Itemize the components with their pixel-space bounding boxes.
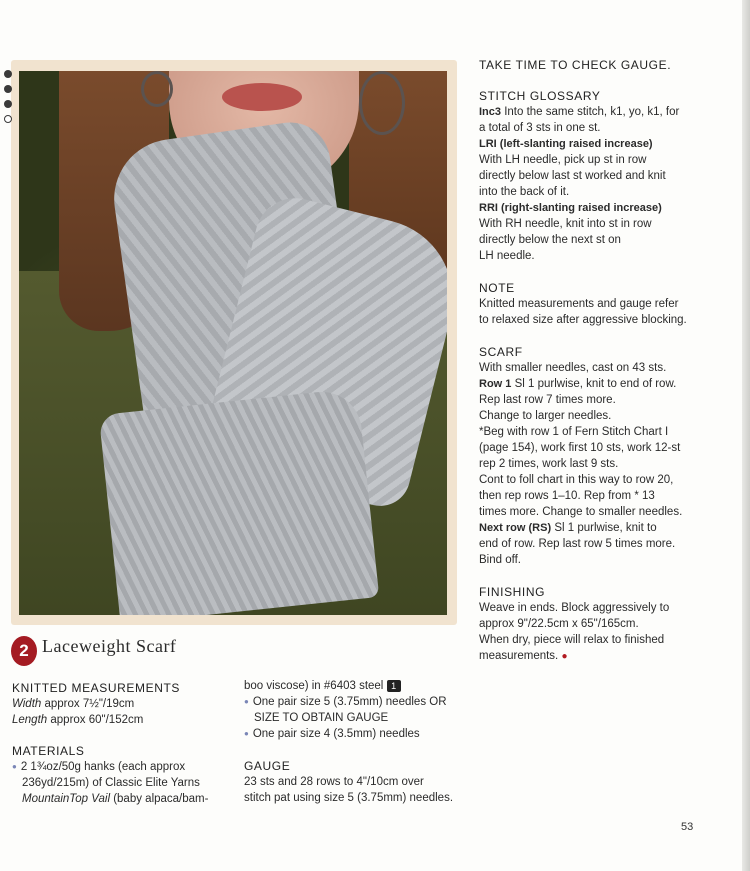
difficulty-dots bbox=[4, 70, 14, 130]
knitted-measurements-section bbox=[12, 680, 234, 728]
scarf-line12: end of row. Rep last row 5 times more. bbox=[479, 538, 676, 550]
row1-text: Sl 1 purlwise, knit to end of row. bbox=[511, 378, 677, 390]
scarf-photo bbox=[19, 71, 447, 615]
width-line bbox=[12, 696, 234, 712]
finishing-line4-wrap bbox=[479, 648, 729, 665]
yarn-name: MountainTop Vail bbox=[22, 793, 111, 805]
knitted-measurements-heading: KNITTED MEASUREMENTS bbox=[12, 681, 181, 695]
difficulty-dot-filled bbox=[4, 70, 12, 78]
pattern-title: Laceweight Scarf bbox=[42, 636, 177, 656]
width-value: approx 7½"/19cm bbox=[41, 698, 135, 710]
lri-line1: With LH needle, pick up st in row bbox=[479, 154, 647, 166]
note-section bbox=[479, 280, 729, 328]
scarf-line10: times more. Change to smaller needles. bbox=[479, 506, 683, 518]
lri-line2: directly below last st worked and knit bbox=[479, 170, 666, 182]
page-number: 53 bbox=[681, 821, 694, 833]
gauge-heading: GAUGE bbox=[244, 759, 291, 773]
note-line2: to relaxed size after aggressive blocking. bbox=[479, 314, 687, 326]
scarf-line7: rep 2 times, work last 9 sts. bbox=[479, 458, 619, 470]
scarf-next-row bbox=[479, 520, 729, 536]
needle2: ● One pair size 4 (3.5mm) needles bbox=[244, 726, 469, 742]
scarf-line9: then rep rows 1–10. Rep from * 13 bbox=[479, 490, 655, 502]
next-row-term: Next row (RS) bbox=[479, 522, 552, 534]
materials-yarn-line3 bbox=[12, 791, 234, 807]
scarf-line4: Change to larger needles. bbox=[479, 410, 612, 422]
difficulty-dot-empty bbox=[4, 115, 12, 123]
scarf-line5: *Beg with row 1 of Fern Stitch Chart I bbox=[479, 426, 669, 438]
gauge-section bbox=[244, 758, 474, 806]
rri-line1: With RH needle, knit into st in row bbox=[479, 218, 652, 230]
lri-term: LRI (left-slanting raised increase) bbox=[479, 138, 653, 150]
materials-yarn-line2: 236yd/215m) of Classic Elite Yarns bbox=[22, 777, 200, 789]
length-label: Length bbox=[12, 714, 48, 726]
stitch-glossary-heading: STITCH GLOSSARY bbox=[479, 89, 601, 103]
scarf-row1 bbox=[479, 376, 729, 392]
yarn-fiber: (baby alpaca/bam- bbox=[110, 793, 209, 805]
length-value: approx 60"/152cm bbox=[47, 714, 144, 726]
photo-earring-right bbox=[359, 71, 405, 135]
photo-lips bbox=[222, 83, 302, 111]
needle1-line2: SIZE TO OBTAIN GAUGE bbox=[254, 712, 389, 724]
length-line bbox=[12, 712, 234, 728]
yarn-weight-icon: 1 bbox=[387, 680, 401, 692]
finishing-heading: FINISHING bbox=[479, 585, 546, 599]
yarn-color: boo viscose) in #6403 steel bbox=[244, 680, 384, 692]
finishing-line3: When dry, piece will relax to finished bbox=[479, 634, 665, 646]
width-label: Width bbox=[12, 698, 42, 710]
needle1-line1: ● One pair size 5 (3.75mm) needles OR bbox=[244, 694, 469, 710]
scarf-line8: Cont to foll chart in this way to row 20, bbox=[479, 474, 674, 486]
instructions-column bbox=[479, 57, 729, 681]
rri-term: RRI (right-slanting raised increase) bbox=[479, 202, 662, 214]
note-heading: NOTE bbox=[479, 281, 515, 295]
scarf-section bbox=[479, 344, 729, 568]
scarf-heading: SCARF bbox=[479, 345, 523, 359]
end-dot-icon: ● bbox=[561, 651, 568, 662]
photo-earring-left bbox=[141, 71, 173, 107]
scarf-line6: (page 154), work first 10 sts, work 12-st bbox=[479, 442, 681, 454]
finishing-line2: approx 9"/22.5cm x 65"/165cm. bbox=[479, 618, 639, 630]
next-row-text: Sl 1 purlwise, knit to bbox=[551, 522, 657, 534]
finishing-line4: measurements. bbox=[479, 650, 559, 662]
row1-term: Row 1 bbox=[479, 378, 512, 390]
gauge-line1: 23 sts and 28 rows to 4"/10cm over bbox=[244, 776, 424, 788]
gauge-line2: stitch pat using size 5 (3.75mm) needles. bbox=[244, 792, 454, 804]
materials-yarn-line4 bbox=[244, 678, 469, 694]
inc3-def: Into the same stitch, k1, yo, k1, for bbox=[501, 106, 680, 118]
inc3-line1 bbox=[479, 104, 729, 120]
note-line1: Knitted measurements and gauge refer bbox=[479, 298, 679, 310]
check-gauge-text: TAKE TIME TO CHECK GAUGE. bbox=[479, 58, 672, 72]
page-edge bbox=[742, 0, 750, 871]
materials-section bbox=[12, 743, 234, 807]
finishing-line1: Weave in ends. Block aggressively to bbox=[479, 602, 670, 614]
pattern-number-badge: 2 bbox=[11, 636, 37, 666]
rri-line3: LH needle. bbox=[479, 250, 535, 262]
finishing-section bbox=[479, 584, 729, 665]
stitch-glossary-section bbox=[479, 88, 729, 264]
materials-continued bbox=[244, 678, 469, 742]
difficulty-dot-filled bbox=[4, 85, 12, 93]
difficulty-dot-filled bbox=[4, 100, 12, 108]
materials-heading: MATERIALS bbox=[12, 744, 85, 758]
materials-yarn-line1: ● 2 1¾oz/50g hanks (each approx bbox=[12, 759, 234, 775]
scarf-line3: Rep last row 7 times more. bbox=[479, 394, 616, 406]
inc3-line2: a total of 3 sts in one st. bbox=[479, 122, 601, 134]
rri-line2: directly below the next st on bbox=[479, 234, 621, 246]
scarf-line13: Bind off. bbox=[479, 554, 521, 566]
photo-scarf-lower bbox=[99, 388, 380, 615]
scarf-line1: With smaller needles, cast on 43 sts. bbox=[479, 362, 667, 374]
inc3-term: Inc3 bbox=[479, 106, 502, 118]
lri-line3: into the back of it. bbox=[479, 186, 570, 198]
